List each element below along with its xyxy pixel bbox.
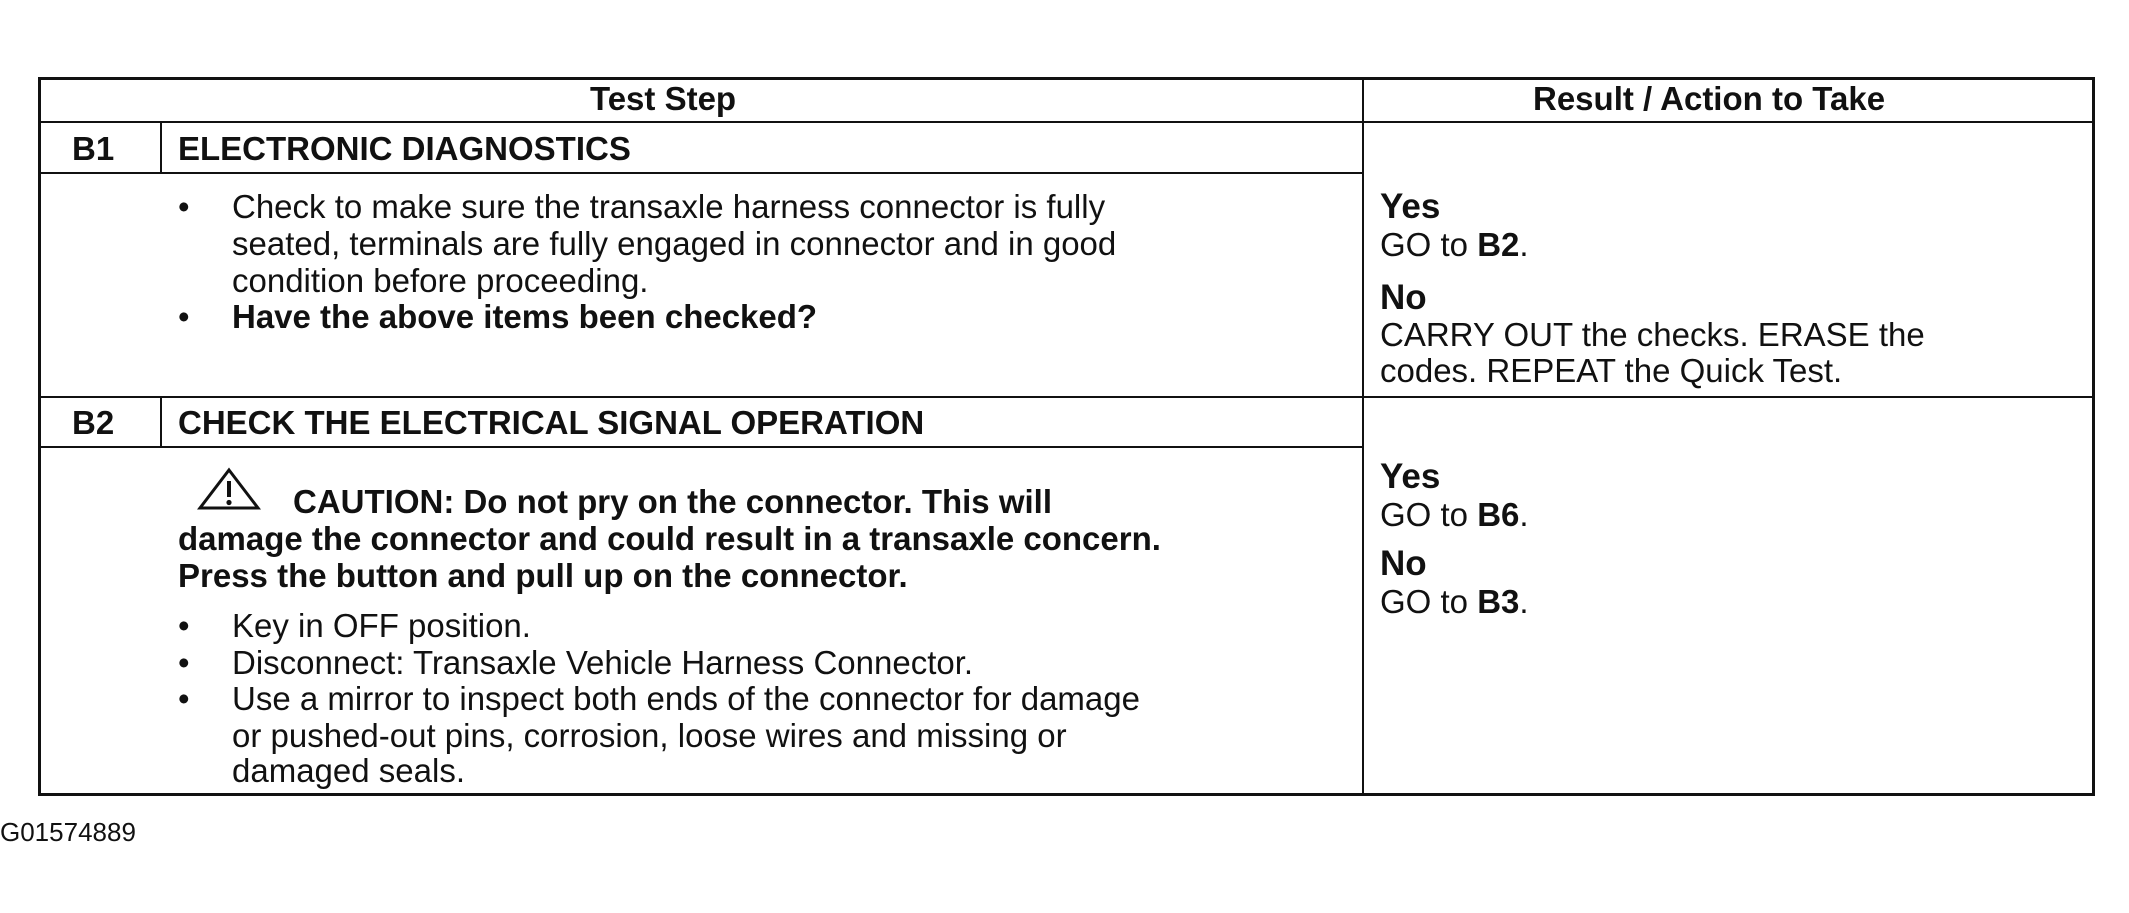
header-result-action: Result / Action to Take — [1533, 80, 1886, 117]
b2-no-label: No — [1380, 544, 1427, 583]
step-id-b1: B1 — [72, 130, 115, 167]
header-divider — [38, 121, 2095, 123]
b1-line-1: Check to make sure the transaxle harness connector is fully — [232, 188, 1106, 225]
step-id-b2: B2 — [72, 404, 115, 441]
b1-question: Have the above items been checked? — [232, 298, 818, 335]
b2-yes-suffix: . — [1519, 496, 1529, 533]
b1-yes-action — [1380, 226, 1529, 263]
header-test-step: Test Step — [590, 80, 737, 117]
b1-yes-label: Yes — [1380, 187, 1441, 226]
b2-yes-prefix: GO to — [1380, 496, 1478, 533]
step-title-b1: ELECTRONIC DIAGNOSTICS — [178, 130, 631, 167]
bullet-b1-1: • — [178, 188, 190, 225]
b2-bullet-3: Use a mirror to inspect both ends of the connector for damage — [232, 680, 1140, 717]
b2-bullet-2: Disconnect: Transaxle Vehicle Harness Connector. — [232, 644, 974, 681]
b1-line-2: seated, terminals are fully engaged in connector and in good — [232, 225, 1117, 262]
b1-line-3: condition before proceeding. — [232, 262, 649, 299]
b2-no-prefix: GO to — [1380, 583, 1478, 620]
b2-caution-line-1: CAUTION: Do not pry on the connector. This will — [293, 483, 1052, 520]
b1-yes-prefix: GO to — [1380, 226, 1478, 263]
b2-caution-line-3: Press the button and pull up on the connector. — [178, 557, 908, 594]
b2-no-target: B3 — [1477, 583, 1520, 620]
row-divider — [38, 396, 2095, 398]
b2-no-suffix: . — [1519, 583, 1529, 620]
b2-id-divider — [160, 396, 162, 446]
bullet-b2-3: • — [178, 680, 190, 717]
b2-bullet-3-cont-2: damaged seals. — [232, 752, 465, 789]
column-divider — [1362, 77, 1364, 796]
b2-title-divider — [38, 446, 1363, 448]
b1-title-divider — [38, 172, 1363, 174]
bullet-b2-2: • — [178, 644, 190, 681]
b1-yes-suffix: . — [1519, 226, 1529, 263]
b1-no-action-1: CARRY OUT the checks. ERASE the — [1380, 316, 1925, 353]
b2-yes-label: Yes — [1380, 457, 1441, 496]
b2-no-action — [1380, 583, 1529, 620]
figure-id: G01574889 — [0, 817, 136, 847]
b2-bullet-3-cont-1: or pushed-out pins, corrosion, loose wires and missing or — [232, 717, 1067, 754]
step-title-b2: CHECK THE ELECTRICAL SIGNAL OPERATION — [178, 404, 925, 441]
b2-yes-target: B6 — [1477, 496, 1520, 533]
warning-triangle-icon — [197, 467, 261, 511]
b1-yes-target: B2 — [1477, 226, 1520, 263]
b2-caution-line-2: damage the connector and could result in a transaxle concern. — [178, 520, 1161, 557]
b1-no-label: No — [1380, 278, 1427, 317]
b2-bullet-1: Key in OFF position. — [232, 607, 531, 644]
b1-id-divider — [160, 121, 162, 172]
b1-no-action-2: codes. REPEAT the Quick Test. — [1380, 352, 1843, 389]
bullet-b2-1: • — [178, 607, 190, 644]
bullet-b1-2: • — [178, 298, 190, 335]
b2-yes-action — [1380, 496, 1529, 533]
